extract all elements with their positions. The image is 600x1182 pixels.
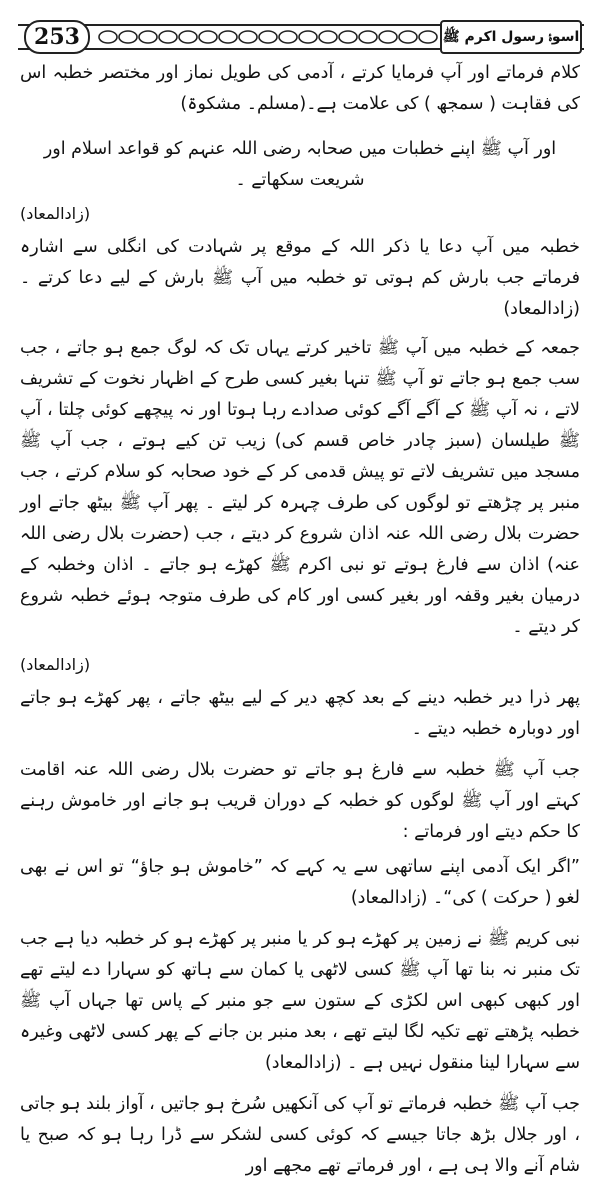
paragraph-1: کلام فرماتے اور آپ فرمایا کرتے ، آدمی کی طویل نماز اور مختصر خطبہ اس کی فقاہت ( سمجھ ) کی علامت ہے۔(مسلم۔ مشکوۃ) (20, 63, 580, 114)
paragraph-7-quote: ”اگر ایک آدمی اپنے ساتھی سے یہ کہے کہ ”خاموش ہو جاؤ“ تو اس نے بھی لغو ( حرکت ) کی“۔ (زادالمعاد) (20, 857, 580, 908)
reference-1: (زادالمعاد) (20, 204, 91, 223)
page-number: 253 (24, 20, 90, 54)
paragraph-6: جب آپ ﷺ خطبہ سے فارغ ہو جاتے تو حضرت بلال رضی اللہ عنہ اقامت کہتے اور آپ ﷺ لوگوں کو خطبہ کے دوران قریب ہو جانے اور خاموش رہنے کا حکم دیتے اور فرماتے : (20, 760, 580, 842)
reference-2: (زادالمعاد) (20, 655, 91, 674)
paragraph-3: خطبہ میں آپ دعا یا ذکر اللہ کے موقع پر شہادت کی انگلی سے اشارہ فرماتے جب بارش کم ہوتی تو خطبہ میں آپ ﷺ بارش کے لیے دعا کرتے ۔ (زادالمعاد) (20, 237, 580, 319)
paragraph-9: جب آپ ﷺ خطبہ فرماتے تو آپ کی آنکھیں سُرخ ہو جاتیں ، آواز بلند ہو جاتی ، اور جلال بڑھ جاتا جیسے کہ کوئی کسی لشکر سے ڈرا رہا ہو کہ صبح یا شام آنے والا ہی ہے ، اور فرماتے تھے مجھے اور (20, 1094, 580, 1176)
running-title: اسوۂ رسول اکرم ﷺ (440, 20, 582, 54)
paragraph-8: نبی کریم ﷺ نے زمین پر کھڑے ہو کر یا منبر پر کھڑے ہو کر خطبہ دیا ہے جب تک منبر نہ بنا تھا آپ ﷺ کسی لاٹھی یا کمان سے ہاتھ کو سہارا دے لیتے تھے اور کبھی کبھی اس لکڑی کے ستون سے جو منبر کے پاس تھا جہاں آپ ﷺ خطبہ پڑھتے تھے تکیہ لگا لیتے تھے ، بعد منبر بن جانے کے پھر کسی لاٹھی وغیرہ سے سہارا لینا منقول نہیں ہے ۔ (زادالمعاد) (20, 929, 580, 1073)
paragraph-2: اور آپ ﷺ اپنے خطبات میں صحابہ رضی اللہ عنہم کو قواعد اسلام اور شریعت سکھاتے ۔ (43, 139, 557, 190)
paragraph-4: جمعہ کے خطبہ میں آپ ﷺ تاخیر کرتے یہاں تک کہ لوگ جمع ہو جاتے ، جب سب جمع ہو جاتے تو آپ ﷺ تنہا بغیر کسی طرح کے اظہار نخوت کے تشریف لاتے ، نہ آپ ﷺ کے آگے آگے کوئی صدادے رہا ہوتا اور نہ پیچھے کوئی چلتا ، آپ ﷺ طیلسان (سبز چادر خاص قسم کی) زیب تن کیے ہوتے ، جب آپ ﷺ مسجد میں تشریف لاتے تو پیش قدمی کر کے خود صحابہ کو سلام کرتے ، جب منبر پر چڑھتے تو لوگوں کی طرف چہرہ کر لیتے ۔ پھر آپ ﷺ بیٹھ جاتے اور حضرت بلال رضی اللہ عنہ اذان شروع کر دیتے ، جب (حضرت بلال رضی اللہ عنہ) اذان سے فارغ ہوتے تو نبی اکرم ﷺ کھڑے ہو جاتے ۔ اذان وخطبہ کے درمیان بغیر وقفہ اور بغیر کسی اور کام کی طرف متوجہ ہوئے خطبہ شروع کر دیتے ۔ (20, 338, 580, 637)
paragraph-5: پھر ذرا دیر خطبہ دینے کے بعد کچھ دیر کے لیے بیٹھ جاتے ، پھر کھڑے ہو جاتے اور دوبارہ خطبہ دیتے ۔ (20, 688, 580, 739)
page-header (18, 20, 584, 52)
page-body (20, 58, 580, 1182)
